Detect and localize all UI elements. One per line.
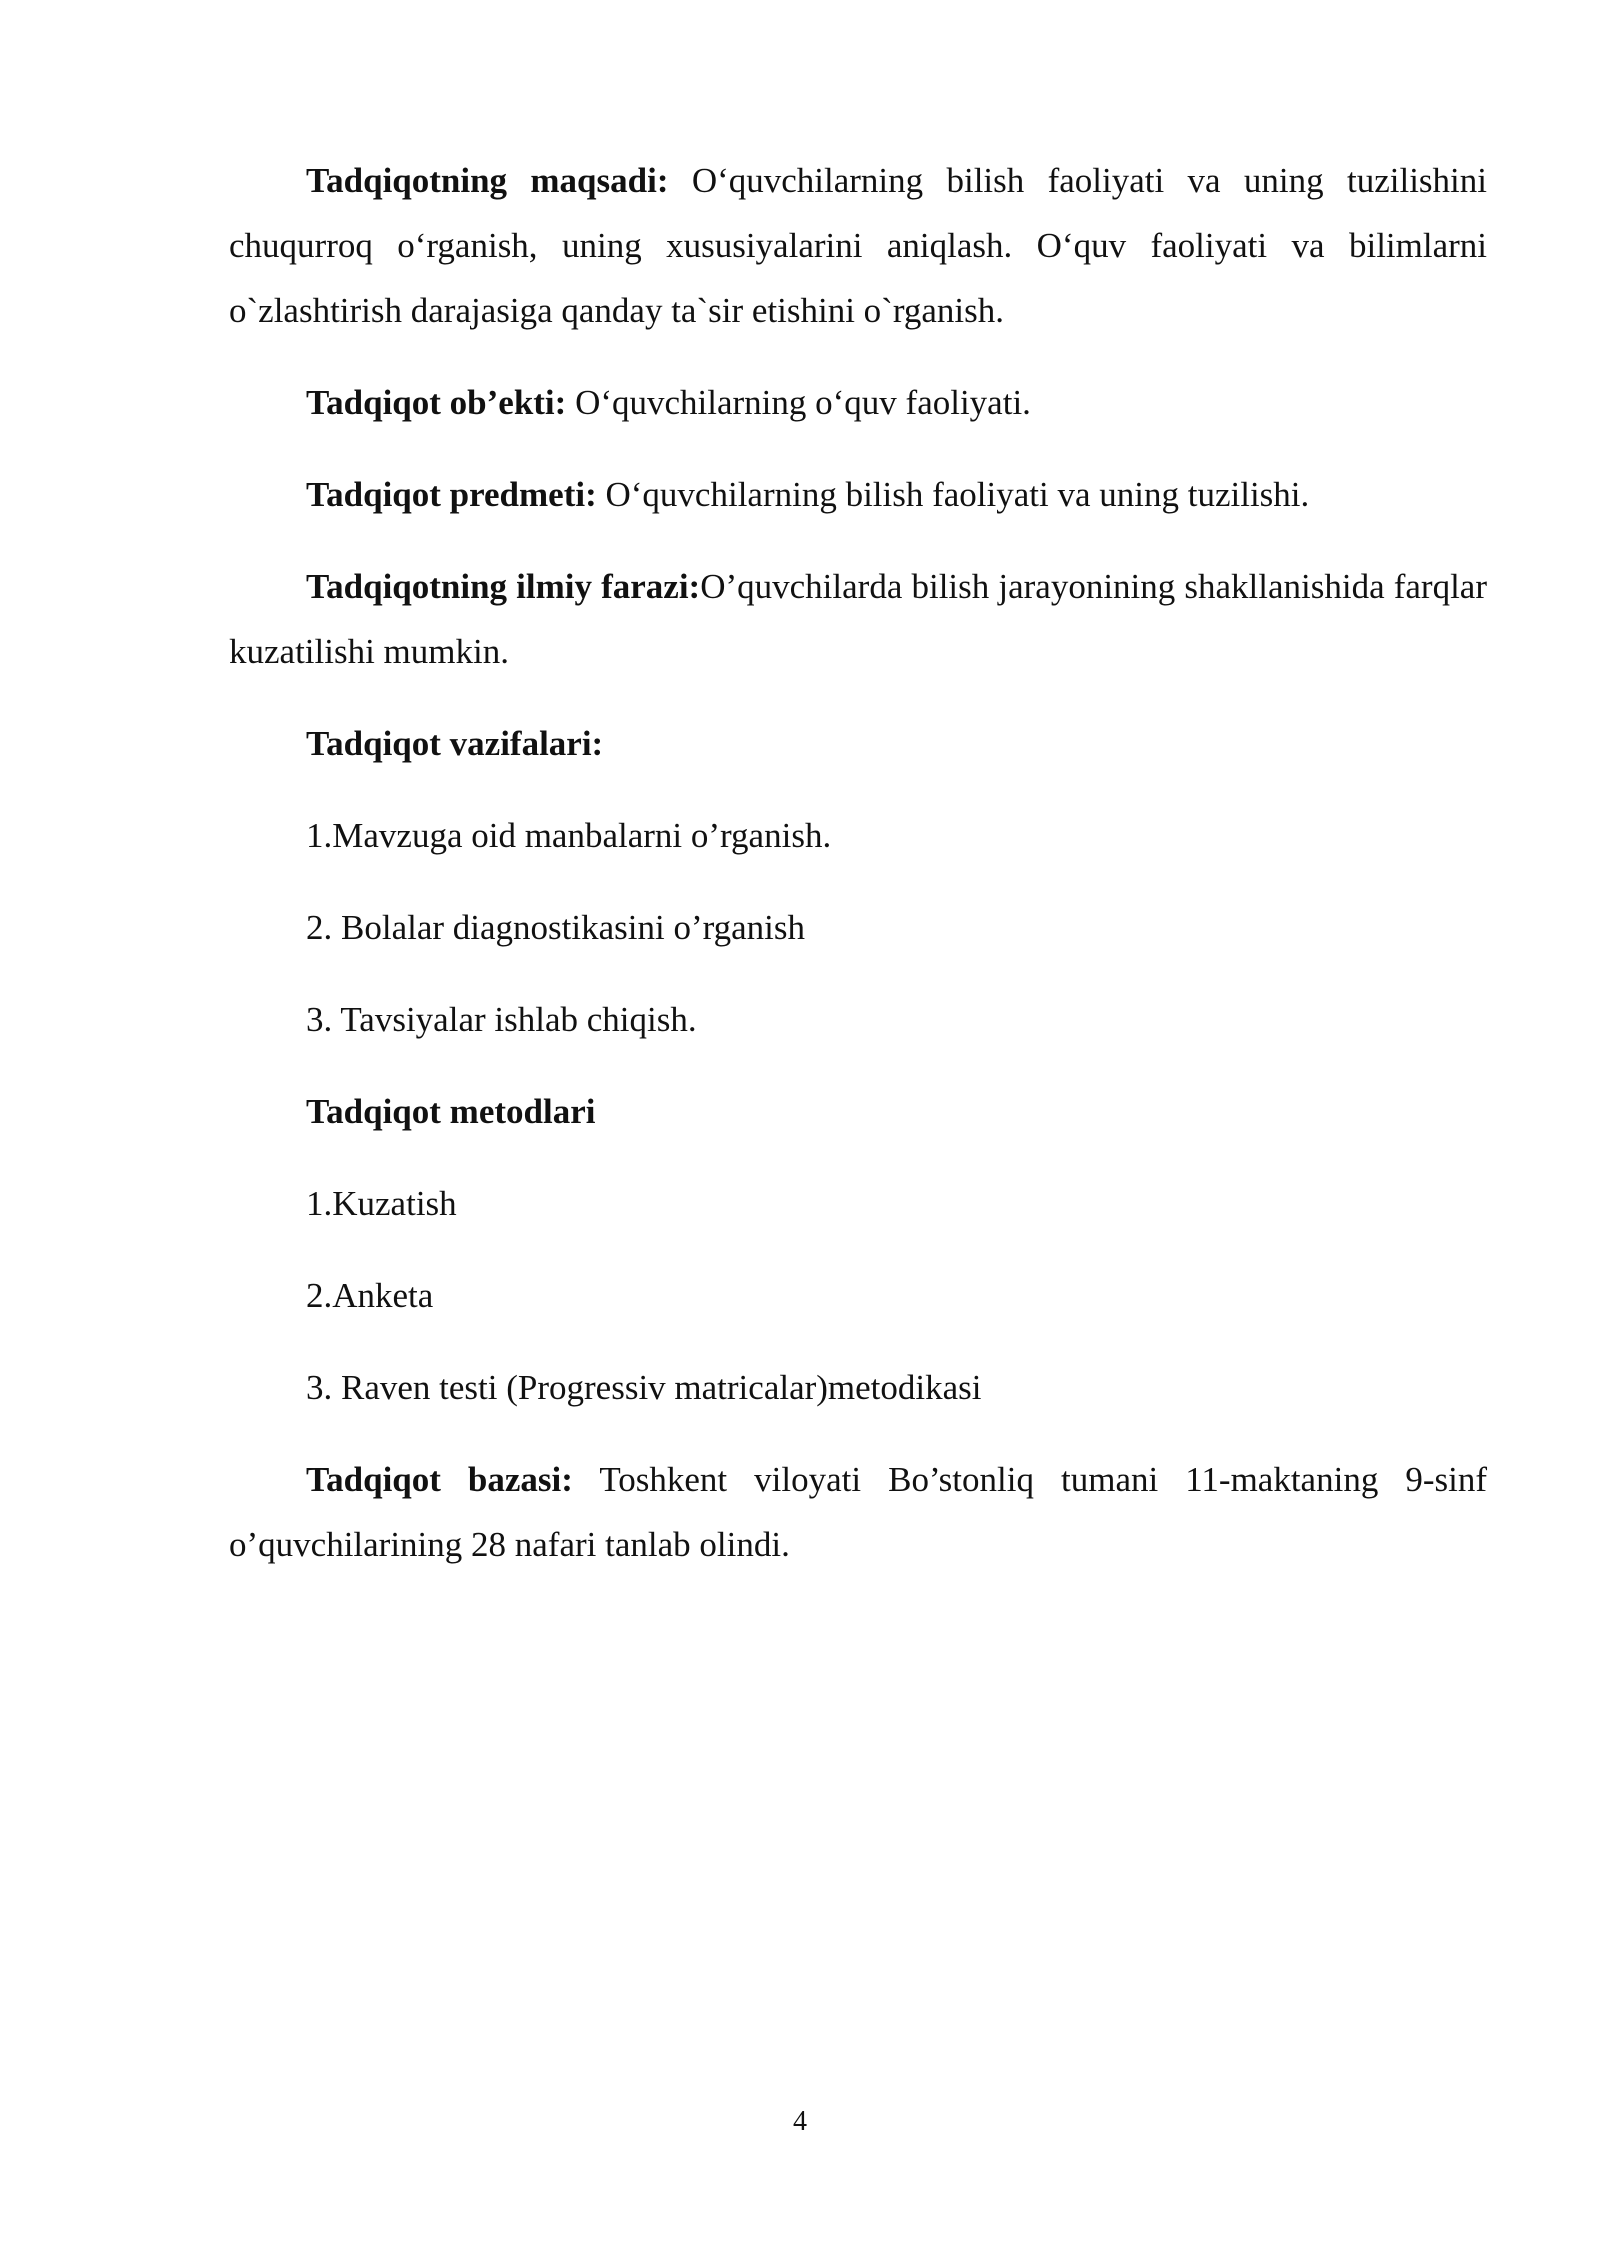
heading-research-methods <box>229 1079 1487 1144</box>
page-body <box>229 148 1487 1604</box>
research-base-label: Tadqiqot bazasi: <box>306 1460 573 1499</box>
paragraph-research-goal <box>229 148 1487 343</box>
list-item-method-1 <box>229 1171 1487 1236</box>
list-item-method-2 <box>229 1263 1487 1328</box>
research-object-label: Tadqiqot ob’ekti: <box>306 383 567 422</box>
paragraph-hypothesis <box>229 554 1487 684</box>
hypothesis-text: O’quvchilarda bilish jarayonining shakllanishida farqlar kuzatilishi mumkin. <box>229 567 1487 671</box>
research-tasks-label: Tadqiqot vazifalari: <box>306 724 604 763</box>
task-3-text: 3. Tavsiyalar ishlab chiqish. <box>306 1000 697 1039</box>
research-subject-label: Tadqiqot predmeti: <box>306 475 597 514</box>
hypothesis-label: Tadqiqotning ilmiy farazi: <box>306 567 701 606</box>
method-2-text: 2.Anketa <box>306 1276 434 1315</box>
paragraph-research-base <box>229 1447 1487 1577</box>
research-object-text: O‘quvchilarning o‘quv faoliyati. <box>566 383 1031 422</box>
list-item-task-2 <box>229 895 1487 960</box>
list-item-task-3 <box>229 987 1487 1052</box>
research-goal-label: Tadqiqotning maqsadi: <box>306 161 669 200</box>
heading-research-tasks <box>229 711 1487 776</box>
paragraph-research-subject <box>229 462 1487 527</box>
list-item-method-3 <box>229 1355 1487 1420</box>
method-1-text: 1.Kuzatish <box>306 1184 457 1223</box>
method-3-text: 3. Raven testi (Progressiv matricalar)metodikasi <box>306 1368 982 1407</box>
research-methods-label: Tadqiqot metodlari <box>306 1092 596 1131</box>
list-item-task-1 <box>229 803 1487 868</box>
task-1-text: 1.Mavzuga oid manbalarni o’rganish. <box>306 816 832 855</box>
paragraph-research-object <box>229 370 1487 435</box>
task-2-text: 2. Bolalar diagnostikasini o’rganish <box>306 908 806 947</box>
research-goal-text: O‘quvchilarning bilish faoliyati va uning tuzilishini chuqurroq o‘rganish, uning xususiyalarini aniqlash. O‘quv faoliyati va bilimlarni o`zlashtirish darajasiga qanday ta`sir etishini o`rganish. <box>229 161 1487 330</box>
page-number: 4 <box>793 2106 807 2137</box>
research-base-text: Toshkent viloyati Bo’stonliq tumani 11-maktaning 9-sinf o’quvchilarining 28 nafari tanlab olindi. <box>229 1460 1487 1564</box>
research-subject-text: O‘quvchilarning bilish faoliyati va uning tuzilishi. <box>596 475 1310 514</box>
